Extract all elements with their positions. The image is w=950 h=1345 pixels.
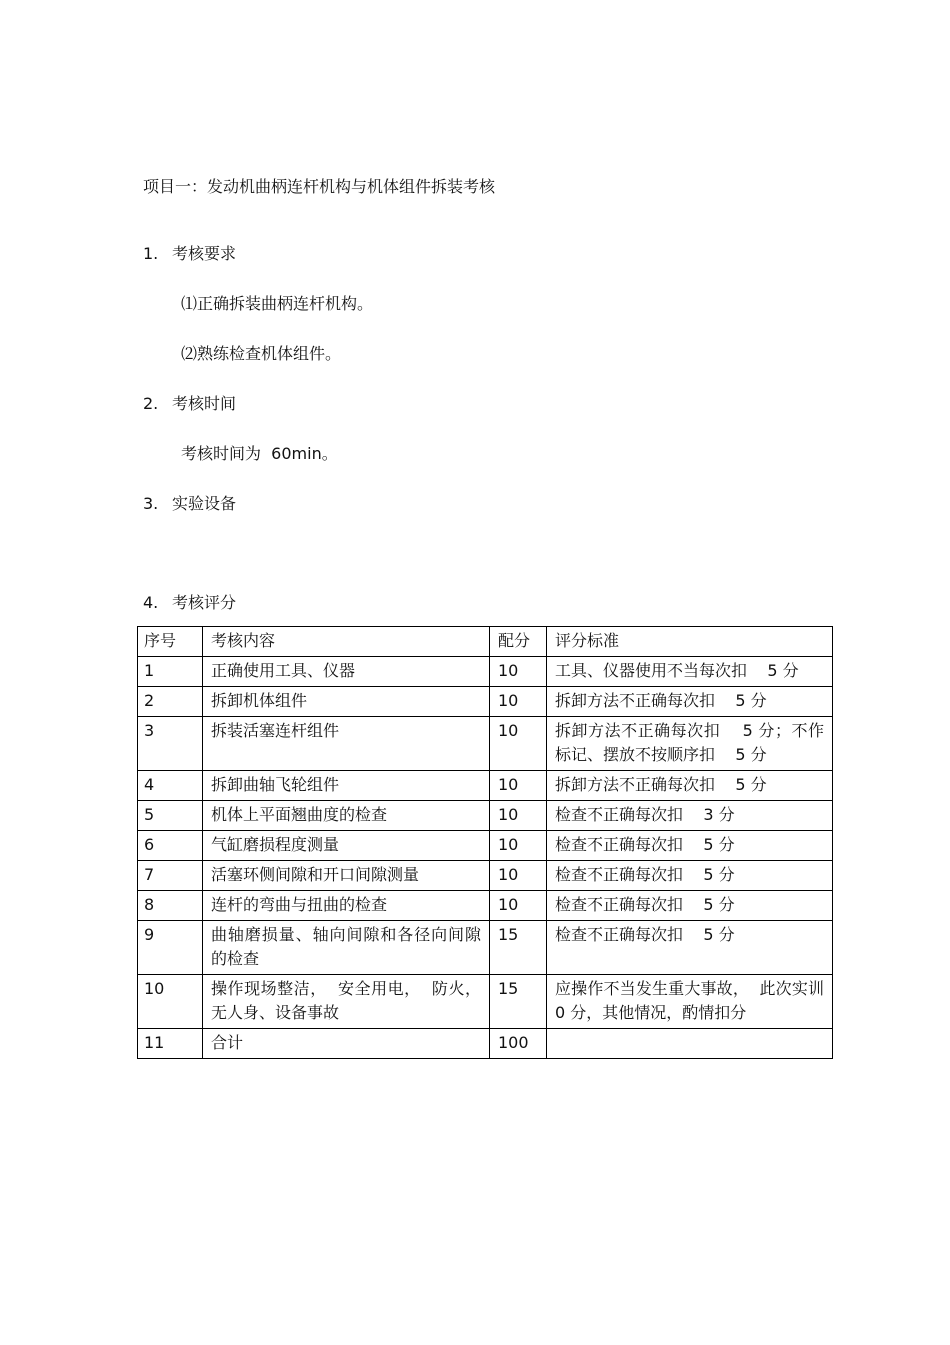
row-points-text: 10	[498, 721, 519, 740]
row-points	[490, 891, 547, 921]
row-points-text: 10	[498, 895, 519, 914]
row-index-text: 8	[144, 895, 155, 914]
row-criteria-text: 检查不正确每次扣 5 分	[555, 925, 735, 944]
table-row	[138, 657, 833, 687]
row-criteria-text: 拆卸方法不正确每次扣 5 分	[555, 691, 767, 710]
header-points: 配分	[490, 627, 547, 657]
row-content	[203, 1029, 490, 1059]
row-criteria-text: 检查不正确每次扣 3 分	[555, 805, 735, 824]
row-criteria-text: 检查不正确每次扣 5 分	[555, 895, 735, 914]
row-points	[490, 861, 547, 891]
row-criteria-text: 检查不正确每次扣 5 分	[555, 865, 735, 884]
row-criteria-text: 检查不正确每次扣 5 分	[555, 835, 735, 854]
row-criteria	[547, 1029, 833, 1059]
row-points	[490, 975, 547, 1029]
scoring-table	[137, 626, 833, 1059]
row-points-text: 15	[498, 925, 519, 944]
table-row	[138, 687, 833, 717]
row-criteria	[547, 891, 833, 921]
row-content	[203, 891, 490, 921]
table-row	[138, 801, 833, 831]
row-points	[490, 687, 547, 717]
row-criteria-text: 应操作不当发生重大事故， 此次实训 0 分，其他情况，酌情扣分	[555, 979, 830, 1022]
row-content-text: 连杆的弯曲与扭曲的检查	[211, 895, 388, 914]
row-index	[138, 687, 203, 717]
row-index	[138, 771, 203, 801]
row-points	[490, 801, 547, 831]
row-points-text: 10	[498, 775, 519, 794]
row-index-text: 3	[144, 721, 155, 740]
row-points	[490, 1029, 547, 1059]
row-points	[490, 717, 547, 771]
table-row	[138, 921, 833, 975]
row-index	[138, 861, 203, 891]
row-index	[138, 831, 203, 861]
row-criteria-text: 工具、仪器使用不当每次扣 5 分	[555, 661, 799, 680]
row-criteria-text: 拆卸方法不正确每次扣 5 分	[555, 775, 767, 794]
row-content	[203, 657, 490, 687]
section-title: 实验设备	[172, 494, 237, 513]
table-header-row	[138, 627, 833, 657]
section-number: 1.	[143, 244, 159, 263]
row-points	[490, 657, 547, 687]
row-points-text: 15	[498, 979, 519, 998]
header-content: 考核内容	[203, 627, 490, 657]
row-index-text: 5	[144, 805, 155, 824]
row-content	[203, 687, 490, 717]
requirement-item-2: ⑵熟练检查机体组件。	[181, 344, 342, 363]
row-content	[203, 771, 490, 801]
row-content-text: 拆卸机体组件	[211, 691, 308, 710]
row-index	[138, 891, 203, 921]
row-points-text: 10	[498, 661, 519, 680]
row-criteria	[547, 717, 833, 771]
row-content-text: 拆卸曲轴飞轮组件	[211, 775, 340, 794]
row-criteria	[547, 657, 833, 687]
row-content	[203, 921, 490, 975]
row-index-text: 1	[144, 661, 155, 680]
requirement-item-1: ⑴正确拆装曲柄连杆机构。	[181, 294, 374, 313]
row-index-text: 9	[144, 925, 155, 944]
row-criteria	[547, 861, 833, 891]
table-row	[138, 717, 833, 771]
section-3-heading	[143, 491, 236, 514]
row-points-text: 10	[498, 805, 519, 824]
row-points-text: 10	[498, 865, 519, 884]
row-criteria	[547, 831, 833, 861]
row-criteria	[547, 687, 833, 717]
row-index-text: 4	[144, 775, 155, 794]
row-index-text: 11	[144, 1033, 165, 1052]
row-content-text: 正确使用工具、仪器	[211, 661, 356, 680]
row-index	[138, 717, 203, 771]
row-points-text: 10	[498, 691, 519, 710]
row-points	[490, 921, 547, 975]
table-row	[138, 831, 833, 861]
row-index-text: 6	[144, 835, 155, 854]
table-row	[138, 891, 833, 921]
table-row	[138, 975, 833, 1029]
row-criteria	[547, 801, 833, 831]
row-content-text: 拆装活塞连杆组件	[211, 721, 340, 740]
row-content-text: 气缸磨损程度测量	[211, 835, 340, 854]
row-index	[138, 1029, 203, 1059]
table-row	[138, 861, 833, 891]
row-index	[138, 975, 203, 1029]
row-points	[490, 831, 547, 861]
section-title: 考核评分	[172, 593, 237, 612]
row-content	[203, 801, 490, 831]
row-index	[138, 801, 203, 831]
row-points-text: 10	[498, 835, 519, 854]
row-index-text: 7	[144, 865, 155, 884]
row-content-text: 机体上平面翘曲度的检查	[211, 805, 388, 824]
row-content	[203, 831, 490, 861]
row-criteria	[547, 975, 833, 1029]
row-content	[203, 717, 490, 771]
row-criteria-text: 拆卸方法不正确每次扣 5 分；不作标记、摆放不按顺序扣 5 分	[555, 721, 824, 764]
row-content	[203, 975, 490, 1029]
section-4-heading	[143, 590, 236, 613]
row-content-text: 曲轴磨损量、轴向间隙和各径向间隙的检查	[211, 925, 481, 968]
table-body	[138, 657, 833, 1059]
exam-time-text: 考核时间为 60min。	[181, 444, 338, 463]
row-index	[138, 921, 203, 975]
row-content-text: 合计	[211, 1033, 244, 1052]
section-title: 考核时间	[172, 394, 237, 413]
section-number: 2.	[143, 394, 159, 413]
section-title: 考核要求	[172, 244, 237, 263]
table-row	[138, 1029, 833, 1059]
row-index-text: 2	[144, 691, 155, 710]
header-criteria: 评分标准	[547, 627, 833, 657]
row-points	[490, 771, 547, 801]
row-index	[138, 657, 203, 687]
section-2-heading	[143, 391, 236, 414]
page-title: 项目一：发动机曲柄连杆机构与机体组件拆装考核	[143, 177, 496, 196]
header-index: 序号	[138, 627, 203, 657]
row-points-text: 100	[498, 1033, 529, 1052]
row-content	[203, 861, 490, 891]
row-criteria	[547, 771, 833, 801]
section-number: 3.	[143, 494, 159, 513]
section-number: 4.	[143, 593, 159, 612]
row-content-text: 操作现场整洁， 安全用电， 防火，无人身、设备事故	[211, 979, 481, 1022]
section-1-heading	[143, 241, 236, 264]
row-criteria	[547, 921, 833, 975]
row-index-text: 10	[144, 979, 165, 998]
table-row	[138, 771, 833, 801]
row-content-text: 活塞环侧间隙和开口间隙测量	[211, 865, 420, 884]
